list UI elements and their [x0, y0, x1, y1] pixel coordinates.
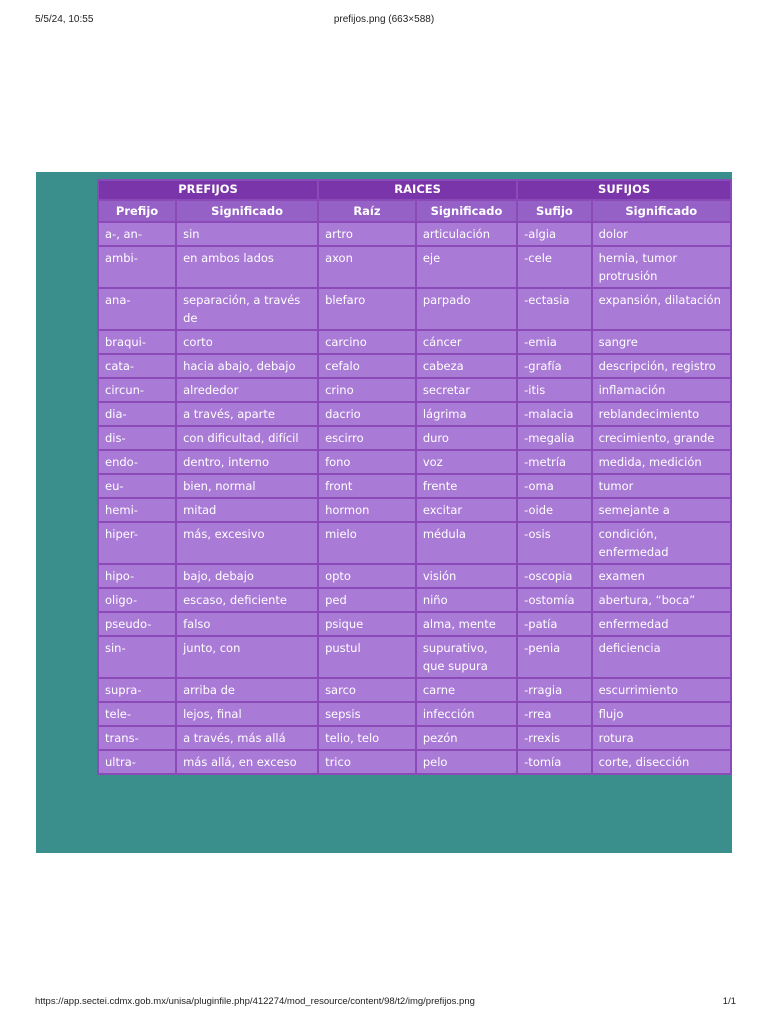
table-cell: -tomía [518, 751, 590, 773]
table-cell: secretar [417, 379, 516, 401]
table-cell: front [319, 475, 415, 497]
table-cell: ultra- [99, 751, 175, 773]
print-url: https://app.sectei.cdmx.gob.mx/unisa/pluginfile.php/412274/mod_resource/content/98/t2/img/prefijos.png [35, 996, 475, 1007]
table-cell: escaso, deficiente [177, 589, 317, 611]
table-cell: hernia, tumor protrusión [593, 247, 730, 287]
table-row [99, 703, 730, 725]
table-cell: enfermedad [593, 613, 730, 635]
table-cell: lágrima [417, 403, 516, 425]
table-cell: crino [319, 379, 415, 401]
table-cell: descripción, registro [593, 355, 730, 377]
table-cell: tumor [593, 475, 730, 497]
table-row [99, 751, 730, 773]
group-header-row [99, 181, 730, 199]
column-header: Significado [177, 201, 317, 221]
table-cell: fono [319, 451, 415, 473]
table-cell: psique [319, 613, 415, 635]
table-cell: sepsis [319, 703, 415, 725]
table-row [99, 727, 730, 749]
table-cell: condición, enfermedad [593, 523, 730, 563]
table-cell: hipo- [99, 565, 175, 587]
table-row [99, 247, 730, 287]
table-cell: supra- [99, 679, 175, 701]
table-cell: -metría [518, 451, 590, 473]
table-cell: dia- [99, 403, 175, 425]
table-cell: carne [417, 679, 516, 701]
table-cell: separación, a través de [177, 289, 317, 329]
table-cell: con dificultad, difícil [177, 427, 317, 449]
table-cell: pelo [417, 751, 516, 773]
table-row [99, 355, 730, 377]
table-cell: abertura, “boca” [593, 589, 730, 611]
table-cell: artro [319, 223, 415, 245]
column-header: Significado [417, 201, 516, 221]
table-body [99, 223, 730, 773]
table-cell: eje [417, 247, 516, 287]
table-cell: -ectasia [518, 289, 590, 329]
table-cell: sangre [593, 331, 730, 353]
table-cell: -rrexis [518, 727, 590, 749]
table-row [99, 565, 730, 587]
column-header: Prefijo [99, 201, 175, 221]
table-cell: escirro [319, 427, 415, 449]
table-cell: circun- [99, 379, 175, 401]
table-row [99, 289, 730, 329]
table-cell: examen [593, 565, 730, 587]
table-row [99, 379, 730, 401]
table-cell: falso [177, 613, 317, 635]
table-cell: telio, telo [319, 727, 415, 749]
print-title: prefijos.png (663×588) [333, 14, 435, 25]
table-cell: blefaro [319, 289, 415, 329]
table-cell: alrededor [177, 379, 317, 401]
table-cell: -algia [518, 223, 590, 245]
table-row [99, 589, 730, 611]
print-header [0, 14, 768, 30]
table-cell: alma, mente [417, 613, 516, 635]
table-cell: corto [177, 331, 317, 353]
table-cell: trans- [99, 727, 175, 749]
table-cell: hacia abajo, debajo [177, 355, 317, 377]
table-cell: endo- [99, 451, 175, 473]
table-cell: medida, medición [593, 451, 730, 473]
table-cell: dis- [99, 427, 175, 449]
table-cell: hormon [319, 499, 415, 521]
table-row [99, 523, 730, 563]
table-cell: opto [319, 565, 415, 587]
table-cell: niño [417, 589, 516, 611]
table-cell: más allá, en exceso [177, 751, 317, 773]
table-cell: cáncer [417, 331, 516, 353]
table-cell: crecimiento, grande [593, 427, 730, 449]
table-cell: infección [417, 703, 516, 725]
table-cell: semejante a [593, 499, 730, 521]
table-cell: -cele [518, 247, 590, 287]
table-cell: sin- [99, 637, 175, 677]
image-frame [36, 172, 732, 853]
table-cell: cefalo [319, 355, 415, 377]
table-cell: médula [417, 523, 516, 563]
table-cell: -osis [518, 523, 590, 563]
table-cell: frente [417, 475, 516, 497]
table-cell: dentro, interno [177, 451, 317, 473]
table-cell: pezón [417, 727, 516, 749]
table-cell: -rrea [518, 703, 590, 725]
table-cell: supurativo, que supura [417, 637, 516, 677]
column-header: Sufijo [518, 201, 590, 221]
table-cell: cata- [99, 355, 175, 377]
table-row [99, 427, 730, 449]
table-cell: arriba de [177, 679, 317, 701]
table-cell: rotura [593, 727, 730, 749]
table-cell: axon [319, 247, 415, 287]
table-cell: ped [319, 589, 415, 611]
table-cell: -penia [518, 637, 590, 677]
table-cell: parpado [417, 289, 516, 329]
table-cell: -ostomía [518, 589, 590, 611]
table-cell: inflamación [593, 379, 730, 401]
column-header: Raíz [319, 201, 415, 221]
table-cell: escurrimiento [593, 679, 730, 701]
table-cell: -oma [518, 475, 590, 497]
table-cell: a través, aparte [177, 403, 317, 425]
table-row [99, 223, 730, 245]
table-cell: -oide [518, 499, 590, 521]
table-cell: -itis [518, 379, 590, 401]
table-cell: en ambos lados [177, 247, 317, 287]
table-cell: -emia [518, 331, 590, 353]
table-cell: -malacia [518, 403, 590, 425]
table-cell: visión [417, 565, 516, 587]
table-cell: mitad [177, 499, 317, 521]
table-cell: trico [319, 751, 415, 773]
table-cell: sin [177, 223, 317, 245]
table-cell: pustul [319, 637, 415, 677]
table-cell: -oscopia [518, 565, 590, 587]
table-cell: corte, disección [593, 751, 730, 773]
print-footer [0, 996, 768, 1012]
table-cell: más, excesivo [177, 523, 317, 563]
table-cell: mielo [319, 523, 415, 563]
group-header-raices: RAICES [319, 181, 516, 199]
table-cell: articulación [417, 223, 516, 245]
table-row [99, 331, 730, 353]
table-cell: reblandecimiento [593, 403, 730, 425]
table-cell: -rragia [518, 679, 590, 701]
table-cell: expansión, dilatación [593, 289, 730, 329]
table-cell: junto, con [177, 637, 317, 677]
table-row [99, 475, 730, 497]
table-row [99, 499, 730, 521]
table-cell: lejos, final [177, 703, 317, 725]
table-cell: duro [417, 427, 516, 449]
table-cell: voz [417, 451, 516, 473]
table-cell: ana- [99, 289, 175, 329]
table-row [99, 637, 730, 677]
table-cell: excitar [417, 499, 516, 521]
print-page-number: 1/1 [722, 996, 736, 1007]
group-header-prefijos: PREFIJOS [99, 181, 317, 199]
print-datetime: 5/5/24, 10:55 [35, 14, 94, 25]
table-row [99, 403, 730, 425]
table-cell: dacrio [319, 403, 415, 425]
table-cell: hiper- [99, 523, 175, 563]
table-cell: hemi- [99, 499, 175, 521]
table-cell: dolor [593, 223, 730, 245]
table-cell: sarco [319, 679, 415, 701]
table-row [99, 679, 730, 701]
column-header: Significado [593, 201, 730, 221]
table-cell: braqui- [99, 331, 175, 353]
table-cell: -patía [518, 613, 590, 635]
table-cell: ambi- [99, 247, 175, 287]
medical-terms-table [97, 179, 732, 775]
table-cell: pseudo- [99, 613, 175, 635]
table-cell: bajo, debajo [177, 565, 317, 587]
table-cell: eu- [99, 475, 175, 497]
table-cell: tele- [99, 703, 175, 725]
table-cell: deficiencia [593, 637, 730, 677]
group-header-sufijos: SUFIJOS [518, 181, 730, 199]
table-cell: bien, normal [177, 475, 317, 497]
table-cell: flujo [593, 703, 730, 725]
table-cell: carcino [319, 331, 415, 353]
table-cell: oligo- [99, 589, 175, 611]
table-cell: cabeza [417, 355, 516, 377]
table-cell: a través, más allá [177, 727, 317, 749]
column-header-row [99, 201, 730, 221]
table-cell: a-, an- [99, 223, 175, 245]
table-row [99, 613, 730, 635]
table-cell: -megalia [518, 427, 590, 449]
table-row [99, 451, 730, 473]
table-cell: -grafía [518, 355, 590, 377]
